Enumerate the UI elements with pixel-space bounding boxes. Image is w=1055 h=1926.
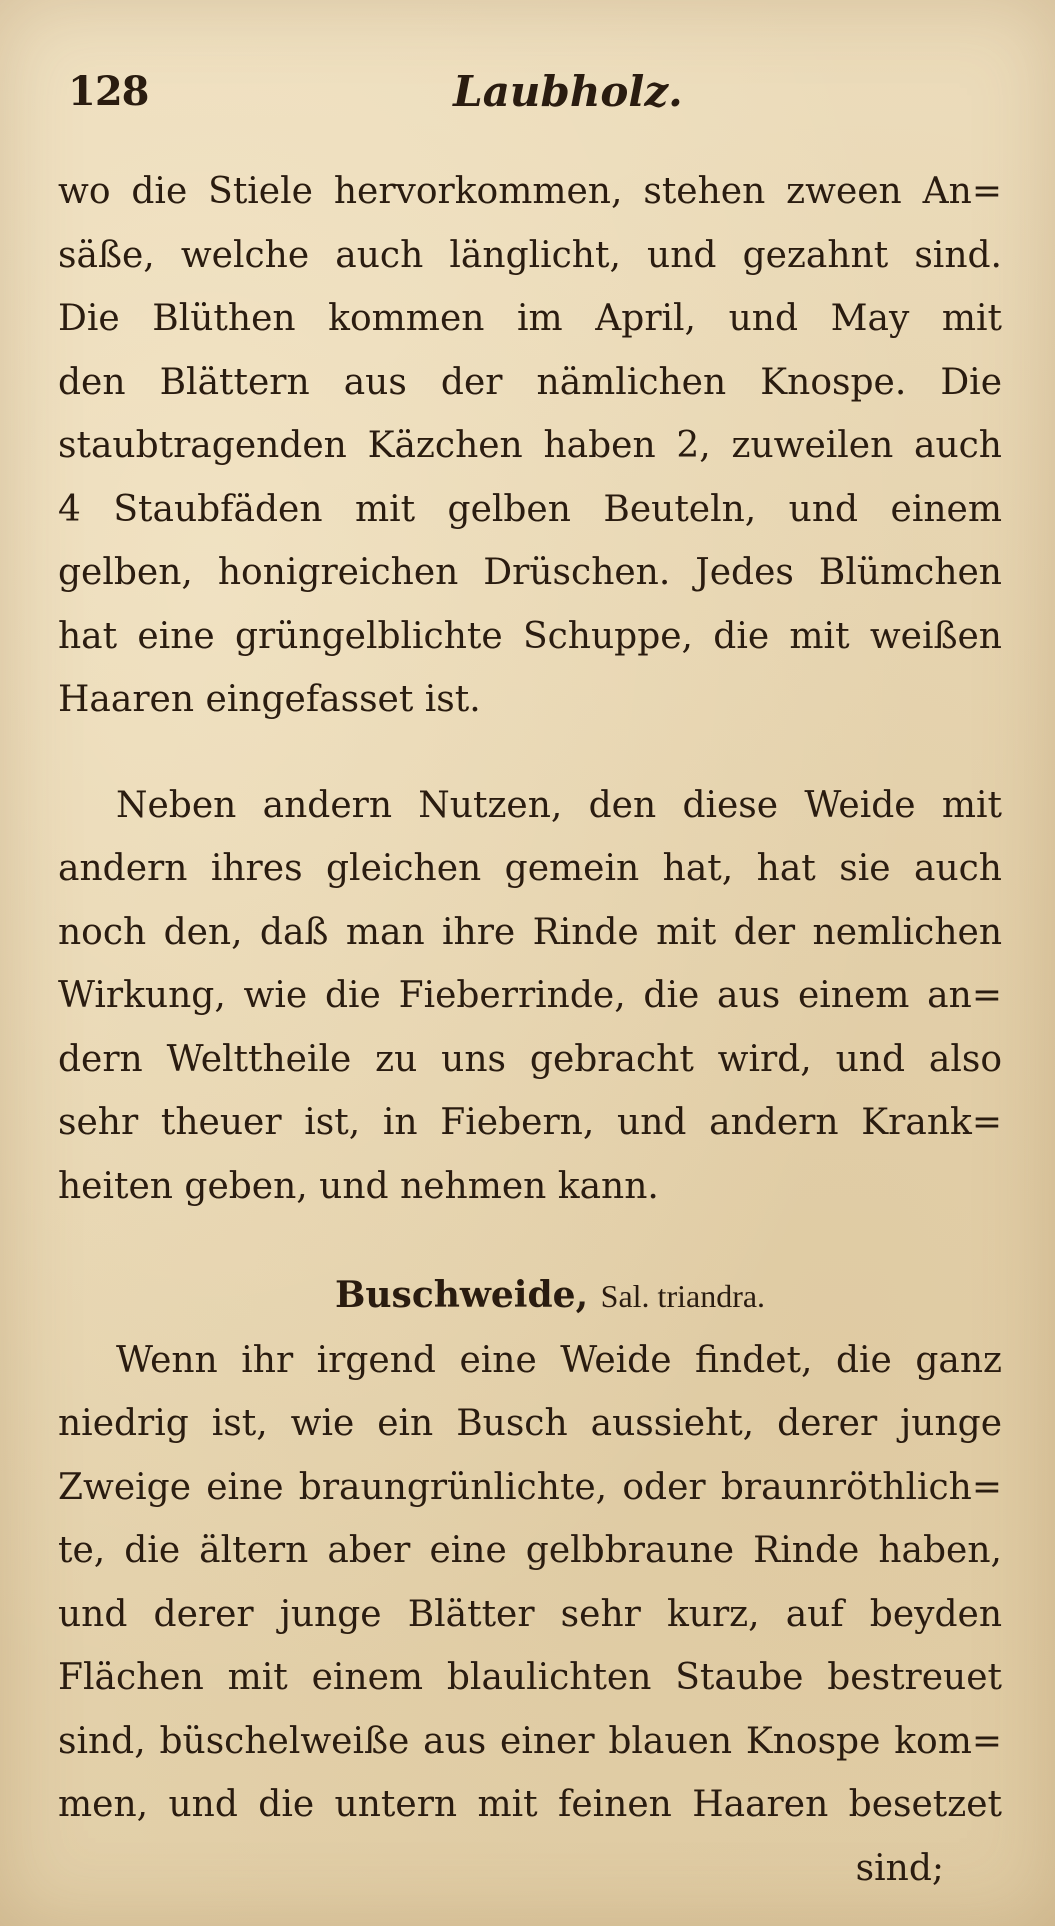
text-line: 4 Staubfäden mit gelben Beuteln, und einem xyxy=(58,488,1002,530)
text-line: und derer junge Blätter sehr kurz, auf beyden xyxy=(58,1593,1002,1635)
text-line: dern Welttheile zu uns gebracht wird, und also xyxy=(58,1038,1002,1080)
text-line: noch den, daß man ihre Rinde mit der nemlichen xyxy=(58,911,1002,953)
paragraph-2 xyxy=(58,774,1002,1219)
text-line: sind, büschelweiße aus einer blauen Knospe kom= xyxy=(58,1720,1002,1762)
paragraph-3 xyxy=(58,1329,1002,1837)
text-line: te, die ältern aber eine gelbbraune Rinde haben, xyxy=(58,1530,1002,1571)
body-text xyxy=(58,160,1002,1900)
text-line: säße, welche auch länglicht, und gezahnt sind. xyxy=(58,234,1002,276)
paragraph-spacer xyxy=(58,732,1002,774)
text-line: Wenn ihr irgend eine Weide findet, die ganz xyxy=(116,1339,1002,1381)
section-heading xyxy=(58,1264,1002,1329)
text-line: Neben andern Nutzen, den diese Weide mit xyxy=(116,784,1002,826)
text-line: Zweige eine braungrünlichte, oder braunröthlich= xyxy=(58,1466,1002,1508)
text-line: niedrig ist, wie ein Busch aussieht, derer junge xyxy=(58,1403,1002,1444)
text-line: heiten geben, und nehmen kann. xyxy=(58,1165,659,1207)
paragraph-1 xyxy=(58,160,1002,732)
text-line: sehr theuer ist, in Fiebern, und andern Krank= xyxy=(58,1102,1002,1143)
catchword: sind; xyxy=(855,1847,944,1889)
latin-name: Sal. triandra. xyxy=(600,1278,766,1314)
text-line: Flächen mit einem blaulichten Staube bestreuet xyxy=(58,1657,1002,1698)
text-line: gelben, honigreichen Drüschen. Jedes Blümchen xyxy=(58,552,1002,593)
text-line: Die Blüthen kommen im April, und May mit xyxy=(58,298,1002,339)
text-line: hat eine grüngelblichte Schuppe, die mit weißen xyxy=(58,615,1002,657)
page-number: 128 xyxy=(68,68,149,115)
text-line: Wirkung, wie die Fieberrinde, die aus einem an= xyxy=(58,975,1002,1016)
text-line: den Blättern aus der nämlichen Knospe. Die xyxy=(58,361,1002,403)
text-line: Haaren eingefasset ist. xyxy=(58,679,481,720)
text-line: wo die Stiele hervorkommen, stehen zween An= xyxy=(58,171,1002,212)
page-header xyxy=(58,62,998,122)
text-line: men, und die untern mit feinen Haaren besetzet xyxy=(58,1784,1002,1825)
text-line: andern ihres gleichen gemein hat, hat sie auch xyxy=(58,848,1002,889)
paragraph-spacer xyxy=(58,1218,1002,1264)
section-title: Buschweide, xyxy=(334,1274,589,1316)
running-head: Laubholz. xyxy=(453,67,683,116)
text-line: staubtragenden Käzchen haben 2, zuweilen auch xyxy=(58,425,1002,466)
